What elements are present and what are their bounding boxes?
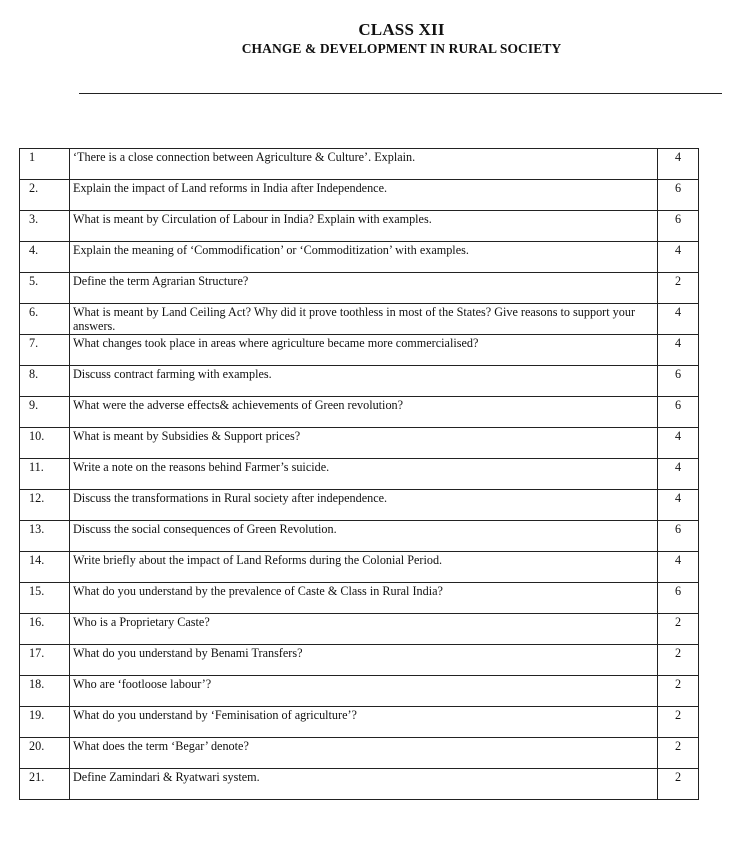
question-text: Write briefly about the impact of Land Reforms during the Colonial Period. bbox=[70, 552, 658, 583]
question-marks: 2 bbox=[658, 769, 699, 800]
question-number: 6. bbox=[20, 304, 70, 335]
questions-table bbox=[19, 148, 699, 800]
question-text: Discuss the social consequences of Green Revolution. bbox=[70, 521, 658, 552]
question-text: Define the term Agrarian Structure? bbox=[70, 273, 658, 304]
question-marks: 6 bbox=[658, 211, 699, 242]
question-text: Who are ‘footloose labour’? bbox=[70, 676, 658, 707]
question-marks: 6 bbox=[658, 583, 699, 614]
page-subtitle: CHANGE & DEVELOPMENT IN RURAL SOCIETY bbox=[241, 41, 562, 56]
question-marks: 6 bbox=[658, 397, 699, 428]
question-text: Discuss the transformations in Rural society after independence. bbox=[70, 490, 658, 521]
question-number: 8. bbox=[20, 366, 70, 397]
question-number: 9. bbox=[20, 397, 70, 428]
question-number: 21. bbox=[20, 769, 70, 800]
question-text: ‘There is a close connection between Agriculture & Culture’. Explain. bbox=[70, 149, 658, 180]
page-title: CLASS XII bbox=[358, 20, 445, 39]
question-marks: 4 bbox=[658, 428, 699, 459]
table-row bbox=[20, 180, 699, 211]
question-number: 15. bbox=[20, 583, 70, 614]
question-marks: 2 bbox=[658, 645, 699, 676]
question-text: What is meant by Subsidies & Support prices? bbox=[70, 428, 658, 459]
table-row bbox=[20, 738, 699, 769]
question-marks: 4 bbox=[658, 149, 699, 180]
question-marks: 4 bbox=[658, 459, 699, 490]
table-row bbox=[20, 211, 699, 242]
question-text: Who is a Proprietary Caste? bbox=[70, 614, 658, 645]
question-number: 17. bbox=[20, 645, 70, 676]
question-number: 3. bbox=[20, 211, 70, 242]
question-marks: 2 bbox=[658, 676, 699, 707]
question-text: Define Zamindari & Ryatwari system. bbox=[70, 769, 658, 800]
table-row bbox=[20, 459, 699, 490]
question-number: 14. bbox=[20, 552, 70, 583]
table-row bbox=[20, 769, 699, 800]
question-marks: 4 bbox=[658, 335, 699, 366]
question-text: Explain the meaning of ‘Commodification’ or ‘Commoditization’ with examples. bbox=[70, 242, 658, 273]
table-row bbox=[20, 304, 699, 335]
question-number: 20. bbox=[20, 738, 70, 769]
question-text: What does the term ‘Begar’ denote? bbox=[70, 738, 658, 769]
question-marks: 2 bbox=[658, 273, 699, 304]
question-text: What were the adverse effects& achievements of Green revolution? bbox=[70, 397, 658, 428]
question-marks: 4 bbox=[658, 552, 699, 583]
question-marks: 2 bbox=[658, 614, 699, 645]
question-number: 2. bbox=[20, 180, 70, 211]
table-row bbox=[20, 676, 699, 707]
question-number: 10. bbox=[20, 428, 70, 459]
question-marks: 6 bbox=[658, 521, 699, 552]
question-text: What do you understand by ‘Feminisation of agriculture’? bbox=[70, 707, 658, 738]
question-number: 1 bbox=[20, 149, 70, 180]
question-marks: 4 bbox=[658, 242, 699, 273]
question-marks: 2 bbox=[658, 707, 699, 738]
table-row bbox=[20, 397, 699, 428]
table-row bbox=[20, 366, 699, 397]
table-row bbox=[20, 552, 699, 583]
question-number: 18. bbox=[20, 676, 70, 707]
question-number: 16. bbox=[20, 614, 70, 645]
table-row bbox=[20, 707, 699, 738]
question-text: What do you understand by Benami Transfers? bbox=[70, 645, 658, 676]
question-text: What do you understand by the prevalence of Caste & Class in Rural India? bbox=[70, 583, 658, 614]
table-row bbox=[20, 614, 699, 645]
question-text: What is meant by Circulation of Labour in India? Explain with examples. bbox=[70, 211, 658, 242]
question-text: What is meant by Land Ceiling Act? Why did it prove toothless in most of the States? Give reasons to support your answers. bbox=[70, 304, 658, 335]
question-number: 7. bbox=[20, 335, 70, 366]
question-text: Write a note on the reasons behind Farmer’s suicide. bbox=[70, 459, 658, 490]
question-text: Discuss contract farming with examples. bbox=[70, 366, 658, 397]
question-number: 12. bbox=[20, 490, 70, 521]
table-row bbox=[20, 645, 699, 676]
table-row bbox=[20, 149, 699, 180]
question-marks: 2 bbox=[658, 738, 699, 769]
question-number: 19. bbox=[20, 707, 70, 738]
question-marks: 4 bbox=[658, 304, 699, 335]
question-marks: 6 bbox=[658, 180, 699, 211]
table-row bbox=[20, 490, 699, 521]
question-number: 13. bbox=[20, 521, 70, 552]
table-row bbox=[20, 273, 699, 304]
table-row bbox=[20, 428, 699, 459]
question-number: 5. bbox=[20, 273, 70, 304]
table-row bbox=[20, 242, 699, 273]
header-divider bbox=[79, 93, 722, 94]
question-number: 11. bbox=[20, 459, 70, 490]
question-number: 4. bbox=[20, 242, 70, 273]
question-text: Explain the impact of Land reforms in India after Independence. bbox=[70, 180, 658, 211]
question-marks: 6 bbox=[658, 366, 699, 397]
table-row bbox=[20, 583, 699, 614]
questions-table-body bbox=[20, 149, 699, 800]
question-text: What changes took place in areas where agriculture became more commercialised? bbox=[70, 335, 658, 366]
table-row bbox=[20, 521, 699, 552]
question-marks: 4 bbox=[658, 490, 699, 521]
table-row bbox=[20, 335, 699, 366]
